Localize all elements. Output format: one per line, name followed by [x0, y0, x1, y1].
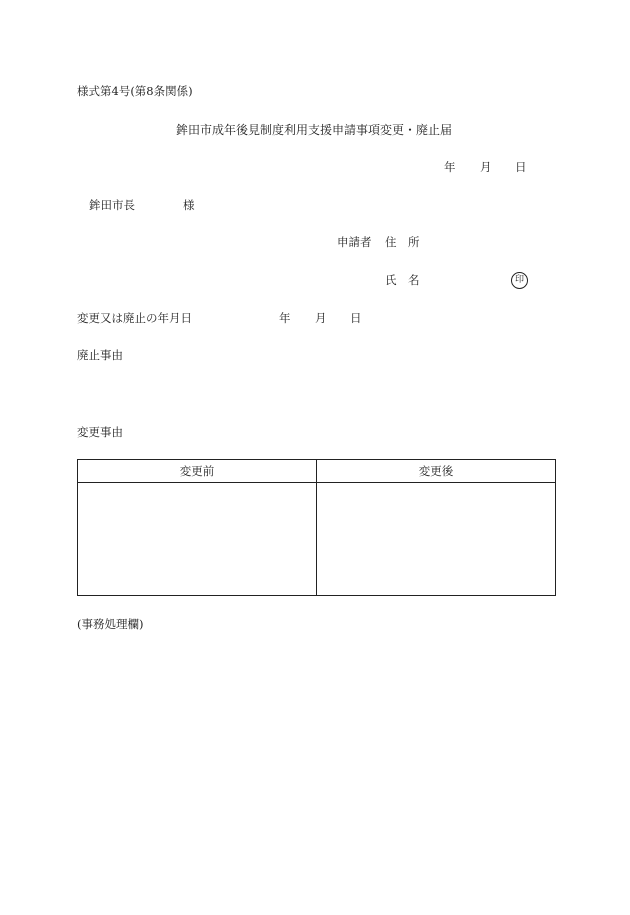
- abolition-reason-label: 廃止事由: [77, 348, 123, 362]
- change-date-month: 月: [315, 311, 327, 325]
- name-label: 氏 名: [385, 273, 420, 287]
- header-after-change: 変更後: [317, 460, 556, 483]
- form-number: 様式第4号(第8条関係): [77, 84, 193, 98]
- date-year: 年: [444, 160, 456, 174]
- addressee-honorific: 様: [183, 198, 195, 212]
- before-change-cell[interactable]: [78, 483, 317, 596]
- addressee-name: 鉾田市長: [89, 198, 135, 212]
- date-day: 日: [515, 160, 527, 174]
- form-title: 鉾田市成年後見制度利用支援申請事項変更・廃止届: [176, 123, 453, 137]
- change-reason-label: 変更事由: [77, 425, 123, 439]
- change-date-year: 年: [279, 311, 291, 325]
- change-table: [77, 459, 556, 596]
- header-before-change: 変更前: [78, 460, 317, 483]
- seal-mark: 印: [511, 272, 528, 289]
- after-change-cell[interactable]: [317, 483, 556, 596]
- applicant-label: 申請者: [337, 235, 372, 249]
- office-use-label: (事務処理欄): [77, 617, 144, 631]
- date-month: 月: [480, 160, 492, 174]
- address-label: 住 所: [385, 235, 420, 249]
- change-date-day: 日: [350, 311, 362, 325]
- change-date-label: 変更又は廃止の年月日: [77, 311, 192, 325]
